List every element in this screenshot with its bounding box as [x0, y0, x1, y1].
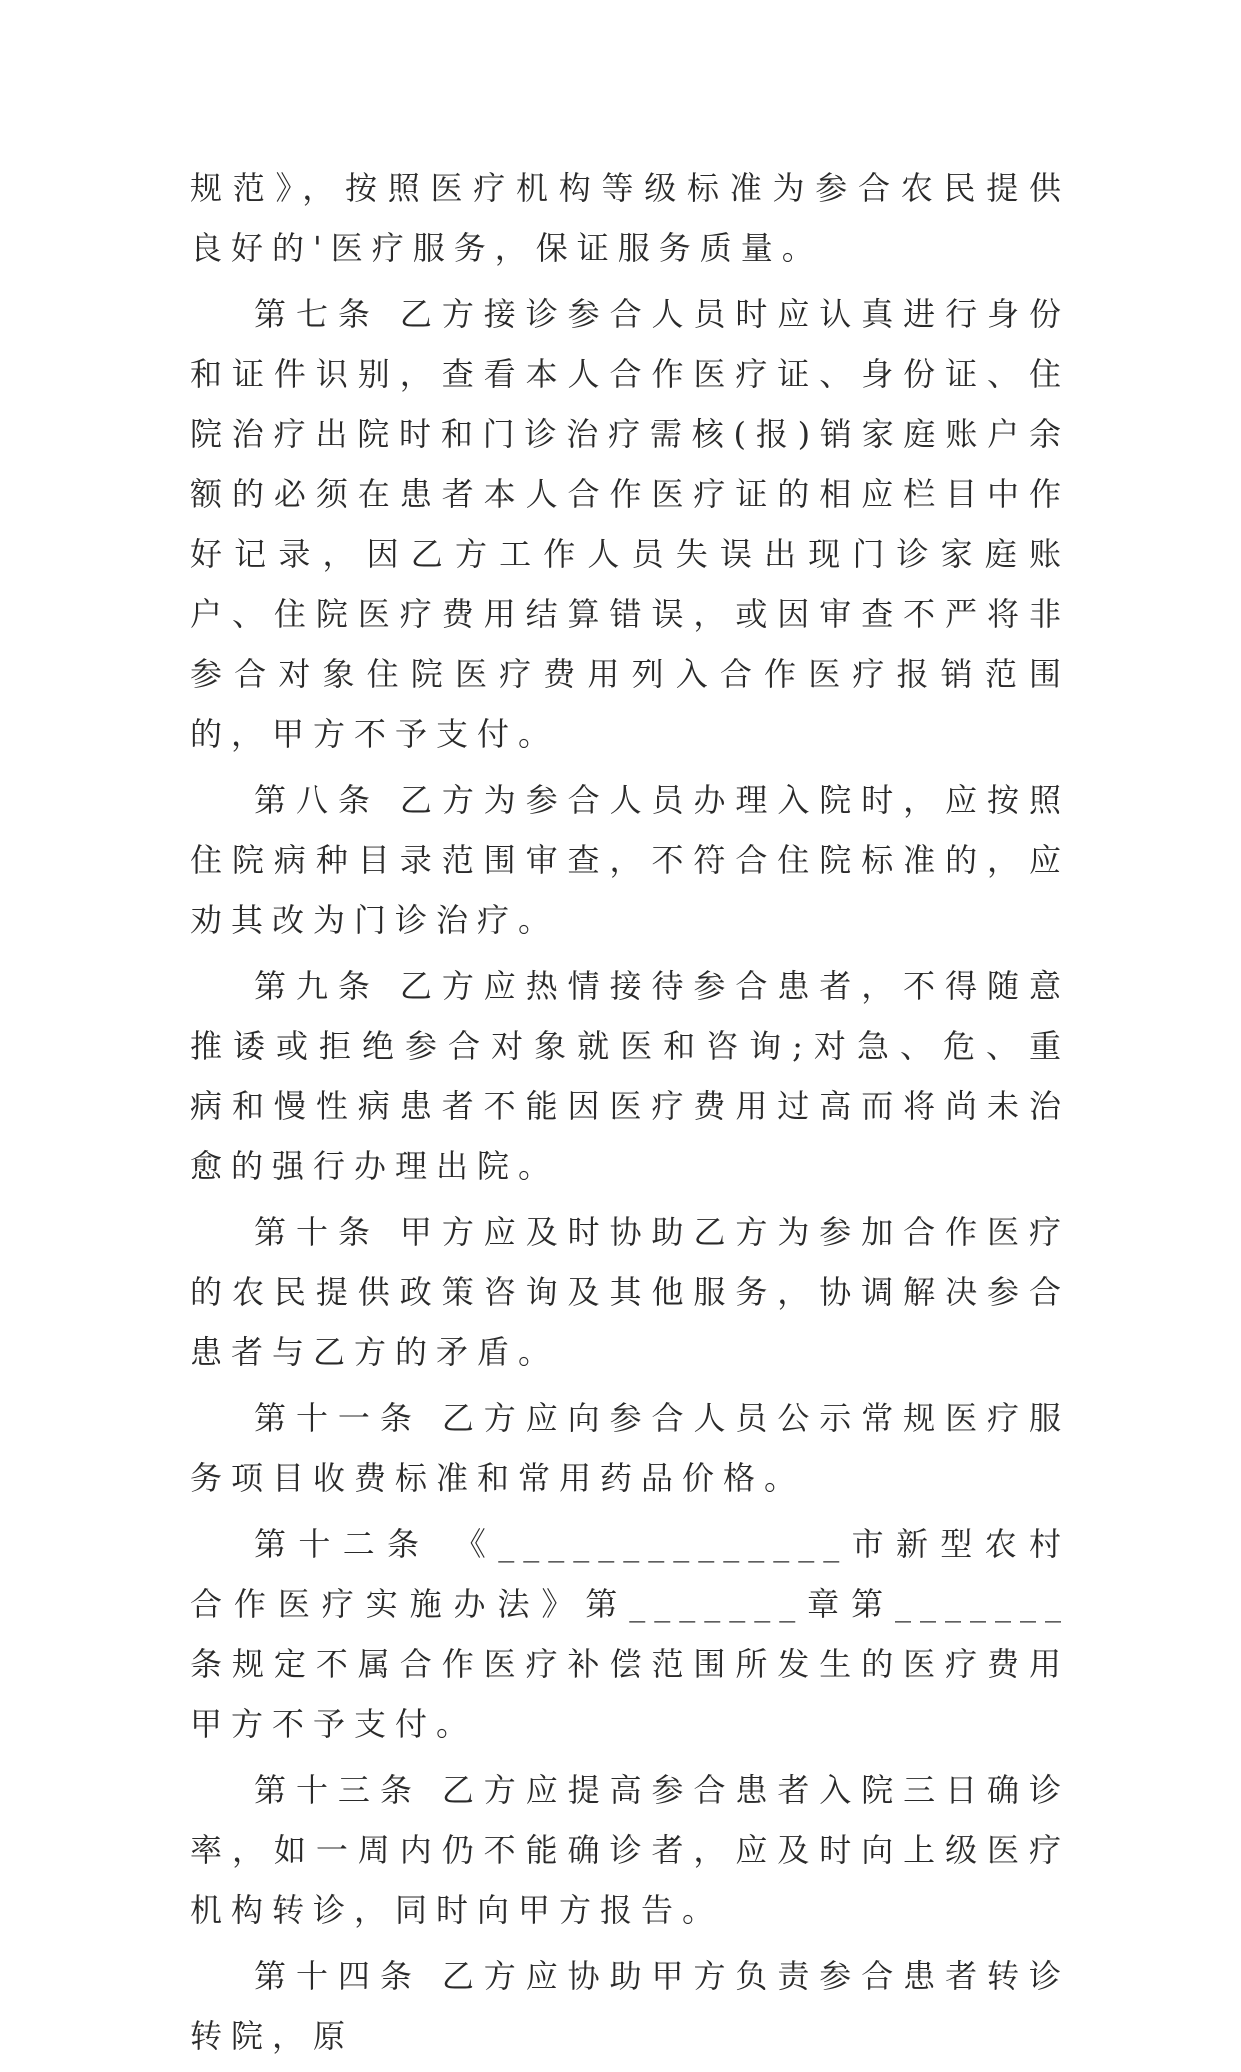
paragraph-article-13: 第十三条 乙方应提高参合患者入院三日确诊率，如一周内仍不能确诊者，应及时向上级医疗机构转诊，同时向甲方报告。 [190, 1771, 1070, 1929]
paragraph-article-8: 第八条 乙方为参合人员办理入院时，应按照住院病种目录范围审查，不符合住院标准的，应劝其改为门诊治疗。 [190, 781, 1070, 939]
paragraph-article-11: 第十一条 乙方应向参合人员公示常规医疗服务项目收费标准和常用药品价格。 [190, 1399, 1070, 1497]
document-body [190, 158, 1070, 2072]
paragraph-article-12: 第十二条 《______________市新型农村合作医疗实施办法》第_______章第_______条规定不属合作医疗补偿范围所发生的医疗费用甲方不予支付。 [190, 1525, 1070, 1743]
paragraph-continuation: 规范》，按照医疗机构等级标准为参合农民提供良好的'医疗服务，保证服务质量。 [190, 169, 1070, 267]
paragraph-article-14: 第十四条 乙方应协助甲方负责参合患者转诊转院，原 [190, 1957, 1070, 2055]
paragraph-article-9: 第九条 乙方应热情接待参合患者，不得随意推诿或拒绝参合对象就医和咨询;对急、危、重病和慢性病患者不能因医疗费用过高而将尚未治愈的强行办理出院。 [190, 967, 1070, 1185]
paragraph-article-10: 第十条 甲方应及时协助乙方为参加合作医疗的农民提供政策咨询及其他服务，协调解决参合患者与乙方的矛盾。 [190, 1213, 1070, 1371]
paragraph-article-7: 第七条 乙方接诊参合人员时应认真进行身份和证件识别，查看本人合作医疗证、身份证、住院治疗出院时和门诊治疗需核(报)销家庭账户余额的必须在患者本人合作医疗证的相应栏目中作好记录，因乙方工作人员失误出现门诊家庭账户、住院医疗费用结算错误，或因审查不严将非参合对象住院医疗费用列入合作医疗报销范围的，甲方不予支付。 [190, 295, 1070, 753]
